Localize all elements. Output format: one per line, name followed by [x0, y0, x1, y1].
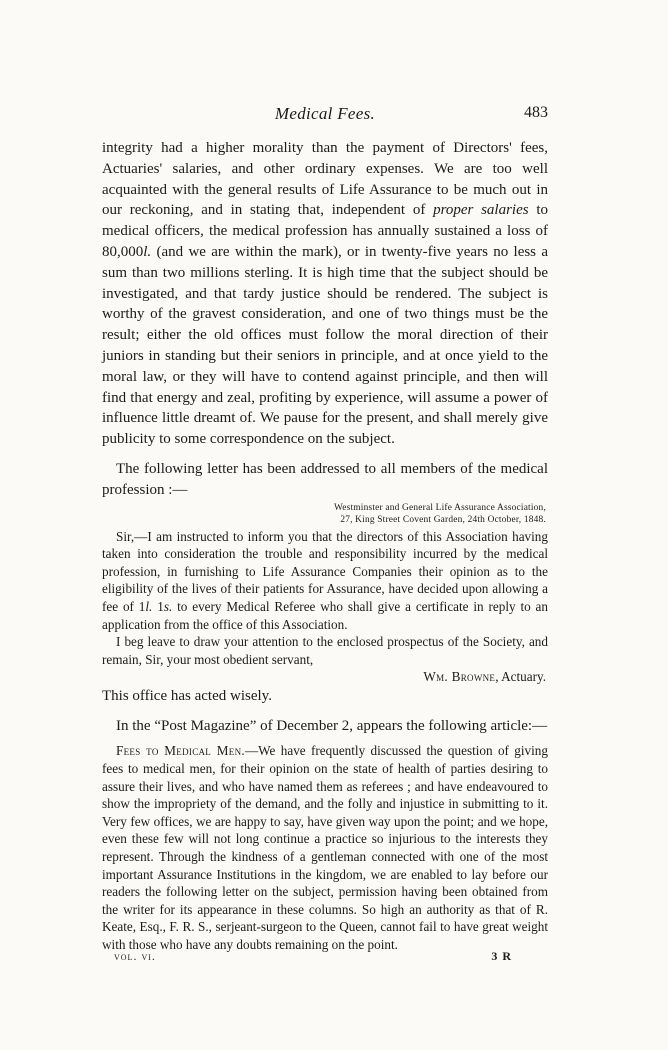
running-title: Medical Fees.: [274, 104, 376, 123]
paragraph-integrity: [102, 138, 548, 450]
paragraph-office-remark: This office has acted wisely.: [102, 687, 272, 704]
article-body: [102, 138, 548, 954]
letter-signature: [102, 668, 548, 686]
letter-text: 1: [152, 598, 164, 614]
address-line: 27, King Street Covent Garden, 24th October, 1848.: [340, 514, 546, 525]
quote-heading: Fees to Medical Men.: [116, 743, 245, 759]
page-footer: [114, 949, 512, 964]
page-number: 483: [524, 104, 548, 121]
letter-body: [102, 528, 548, 634]
paragraph-text: to medical officers, the medical profession has annually sustained a loss of 80,000: [102, 202, 549, 260]
signature-name: Wm. Browne: [423, 669, 496, 685]
pound-mark: l.: [145, 598, 153, 614]
quote-text: —We have frequently discussed the question of giving fees to medical men, for their opinion on the state of health of parties desiring to assure their lives, and who have named them as referees ; and have endeavoured to show the impropriety of the demand, and the folly and injustice in submitting to it. Very few offices, we are happy to say, have given way upon the point; and we hope, even these few will not long continue a practice so injurious to the interests they represent. Through the kindness of a gentleman connected with one of the most important Assurance Institutions in the kingdom, we are enabled to lay before our readers the following letter on the subject, permission having been obtained from the writer for its appearance in these columns. So high an authority as that of R. Keate, Esq., F. R. S., serjeant-surgeon to the Queen, cannot fail to have great weight with those who have any doubts remaining on the point.: [102, 743, 548, 953]
quoted-article: [102, 742, 548, 953]
pound-mark: l.: [143, 243, 152, 260]
letter-text: Sir,—I am instructed to inform you that the directors of this Association having taken into consideration the trouble and responsibility incurred by the medical profession, in furnishing to Life Assurance Companies their opinion as to the eligibility of the lives of their patients for Assurance, have decided upon allowing a fee of 1: [102, 528, 548, 614]
paragraph-text: integrity had a higher morality than the payment of Directors' fees, Actuaries' salaries, and other ordinary expenses. We are too well acquainted with the general results of Life Assurance to be much out in our reckoning, and in stating that, independent of: [102, 140, 548, 219]
shilling-mark: s.: [163, 598, 173, 614]
volume-label: vol. vi.: [114, 949, 156, 963]
paragraph-post-magazine: In the “Post Magazine” of December 2, appears the following article:—: [116, 717, 548, 734]
signature-title: , Actuary.: [495, 669, 546, 685]
letter-text: to every Medical Referee who shall give a certificate in reply to an application from the office of this Association.: [102, 598, 549, 632]
address-line: Westminster and General Life Assurance Association,: [334, 502, 546, 513]
paragraph-letter-intro: The following letter has been addressed to all members of the medical profession :—: [102, 460, 548, 498]
emphasis-text: proper salaries: [433, 202, 529, 219]
letter-closing: I beg leave to draw your attention to the enclosed prospectus of the Society, and remain, Sir, your most obedient servant,: [102, 634, 548, 667]
signature-mark: 3 R: [491, 949, 512, 963]
letter-address: [102, 502, 548, 526]
page-header: [102, 104, 548, 126]
paragraph-text: (and we are within the mark), or in twenty-five years no less a sum than two millions sterling. It is high time that the subject should be investigated, and that tardy justice should be rendered. The subject is worthy of the gravest consideration, and one of two things must be the result; either the old offices must follow the moral direction of their juniors in standing but their seniors in principle, and at once yield to the moral law, or they will have to contend against principle, and then will find that energy and zeal, profiting by experience, will assume a power of influence little dreamt of. We pause for the present, and shall merely give publicity to some correspondence on the subject.: [102, 243, 548, 448]
